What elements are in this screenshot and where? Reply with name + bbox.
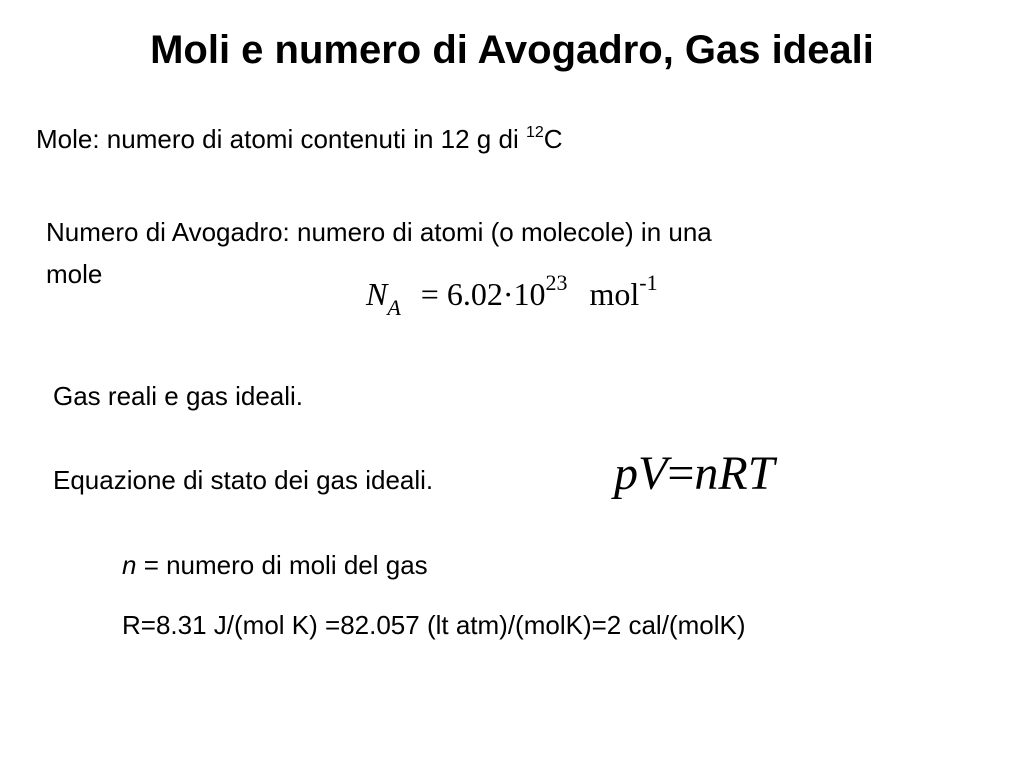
- slide-title: Moli e numero di Avogadro, Gas ideali: [150, 28, 874, 72]
- r-constant-definition: R=8.31 J/(mol K) =82.057 (lt atm)/(molK)=2 cal/(molK): [122, 610, 746, 640]
- avogadro-symbol: N: [366, 276, 388, 312]
- ideal-gas-equals: =: [667, 447, 695, 500]
- mole-definition-text: Mole: numero di atomi contenuti in 12 g di: [36, 124, 526, 154]
- avogadro-mantissa: 6.02: [446, 276, 503, 312]
- ideal-gas-equation: [614, 447, 775, 500]
- avogadro-base: 10: [513, 276, 546, 312]
- isotope-symbol: C: [543, 124, 563, 154]
- n-symbol: n: [122, 550, 137, 580]
- avogadro-exponent: 23: [545, 270, 568, 295]
- gas-heading: Gas reali e gas ideali.: [53, 381, 304, 411]
- ideal-gas-lhs: pV: [614, 447, 668, 500]
- avogadro-equation: [366, 270, 658, 320]
- isotope-mass-number: 12: [525, 124, 544, 141]
- multiplication-dot: ·: [502, 276, 514, 312]
- avogadro-unit: mol: [589, 276, 640, 312]
- avogadro-definition-line2: mole: [46, 259, 103, 289]
- avogadro-definition-line1: Numero di Avogadro: numero di atomi (o molecole) in una: [46, 217, 712, 247]
- avogadro-subscript: A: [387, 295, 401, 320]
- n-definition: [122, 546, 428, 584]
- avogadro-unit-exponent: -1: [639, 270, 658, 295]
- avogadro-equals: =: [420, 276, 439, 312]
- ideal-gas-rhs: nRT: [694, 447, 775, 500]
- state-equation-label: Equazione di stato dei gas ideali.: [53, 465, 434, 495]
- n-definition-text: = numero di moli del gas: [136, 550, 428, 580]
- mole-definition: [36, 120, 563, 158]
